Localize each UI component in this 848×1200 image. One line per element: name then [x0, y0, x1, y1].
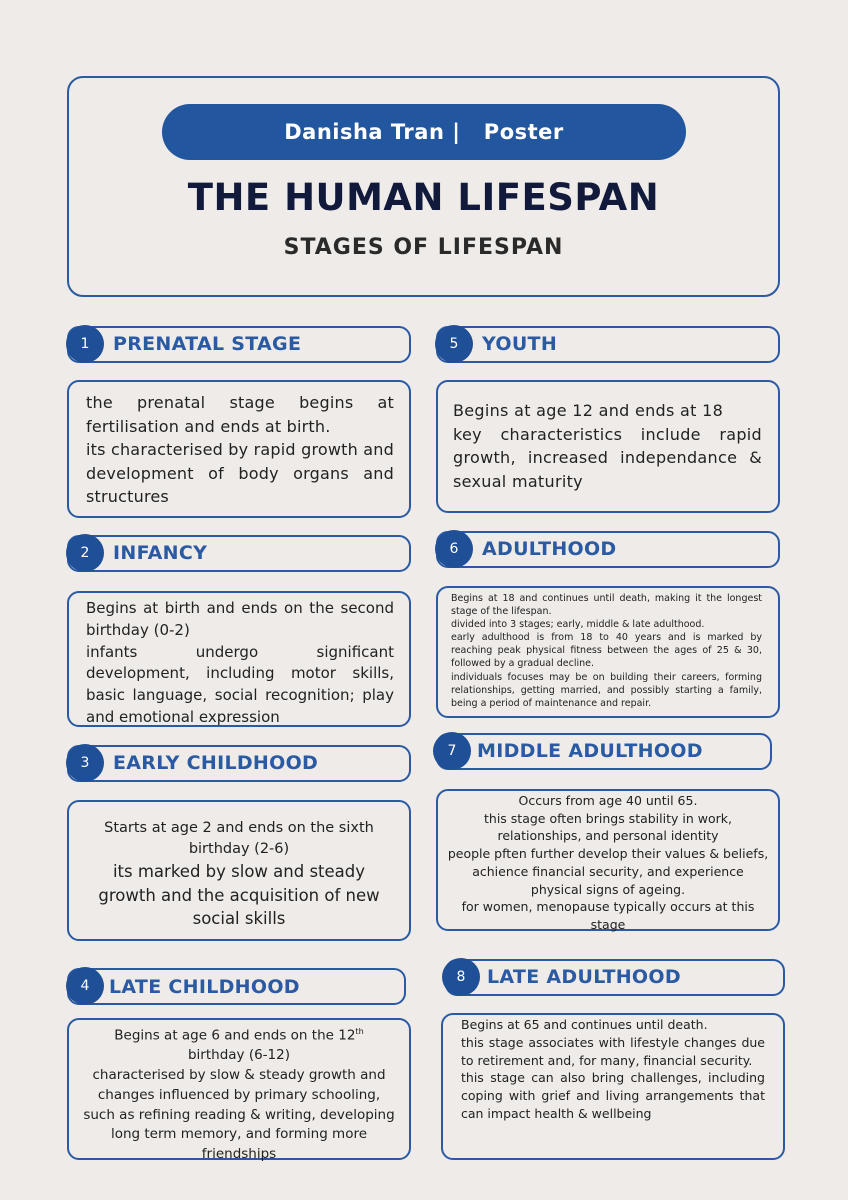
stage-3-number: 3	[66, 744, 104, 782]
stage-4-text: birthday (6-12) characterised by slow & steady growth and changes influenced by primary schooling, such as refining reading & writing, developing long term memory, and forming more friendships	[83, 1047, 395, 1163]
stage-1-title: PRENATAL STAGE	[113, 333, 302, 355]
stage-4-text-sup: th	[355, 1026, 364, 1036]
stage-3-text-line2: its marked by slow and steady growth and the acquisition of new social skills	[98, 862, 380, 928]
stage-4-text-pre: Begins at age 6 and ends on the 12	[114, 1027, 356, 1044]
stage-8-body	[441, 1013, 785, 1160]
stage-4-number: 4	[66, 967, 104, 1005]
stage-1-number: 1	[66, 325, 104, 363]
stage-8-number: 8	[442, 958, 480, 996]
stage-5-body	[436, 380, 780, 513]
stage-1-body	[67, 380, 411, 518]
stage-2-body	[67, 591, 411, 727]
stage-8-text: Begins at 65 and continues until death. this stage associates with lifestyle changes due to retirement and, for many, financial security. this stage can also bring challenges, including coping with grief and living arrangements that can impact health & wellbeing	[461, 1017, 765, 1121]
poster-subtitle: STAGES OF LIFESPAN	[283, 235, 564, 260]
stage-3-text-line1: Starts at age 2 and ends on the sixth birthday (2-6)	[104, 820, 374, 857]
stage-6-text: Begins at 18 and continues until death, making it the longest stage of the lifespan. divided into 3 stages; early, middle & late adulthood. early adulthood is from 18 to 40 years and is marked by reaching peak physical fitness between the ages of 25 & 30, followed by a gradual decline. individuals focuses may be on building their careers, forming relationships, getting married, and possibly starting a family, being a period of maintenance and repair.	[451, 593, 762, 709]
stage-3-title: EARLY CHILDHOOD	[113, 752, 319, 774]
stage-7-title: MIDDLE ADULTHOOD	[477, 740, 703, 762]
stage-2-number: 2	[66, 534, 104, 572]
stage-4-body	[67, 1018, 411, 1163]
stage-3-body	[67, 800, 411, 941]
stage-4-title: LATE CHILDHOOD	[109, 976, 300, 998]
stage-4-text-line1	[81, 1022, 397, 1046]
stage-7-number: 7	[433, 732, 471, 770]
stage-6-body	[436, 586, 780, 718]
stage-6-number: 6	[435, 530, 473, 568]
stage-5-number: 5	[435, 325, 473, 363]
stage-5-text: Begins at age 12 and ends at 18 key characteristics include rapid growth, increased independance & sexual maturity	[453, 401, 762, 491]
stage-5-title: YOUTH	[482, 333, 558, 355]
stage-1-text: the prenatal stage begins at fertilisation and ends at birth. its characterised by rapid growth and development of body organs and structures	[86, 393, 394, 506]
stage-2-title: INFANCY	[113, 542, 208, 564]
stage-7-text: Occurs from age 40 until 65. this stage often brings stability in work, relationships, and personal identity people pften further develop their values & beliefs, achience financial security, and experience physical signs of ageing. for women, menopause typically occurs at this stage	[447, 793, 769, 932]
poster-title: THE HUMAN LIFESPAN	[187, 176, 660, 219]
stage-6-title: ADULTHOOD	[482, 538, 617, 560]
author-pill: Danisha Tran | Poster	[162, 104, 686, 160]
stage-2-text: Begins at birth and ends on the second birthday (0-2) infants undergo significant development, including motor skills, basic language, social recognition; play and emotional expression	[86, 599, 394, 726]
stage-7-body	[436, 789, 780, 931]
stage-8-title: LATE ADULTHOOD	[487, 966, 681, 988]
